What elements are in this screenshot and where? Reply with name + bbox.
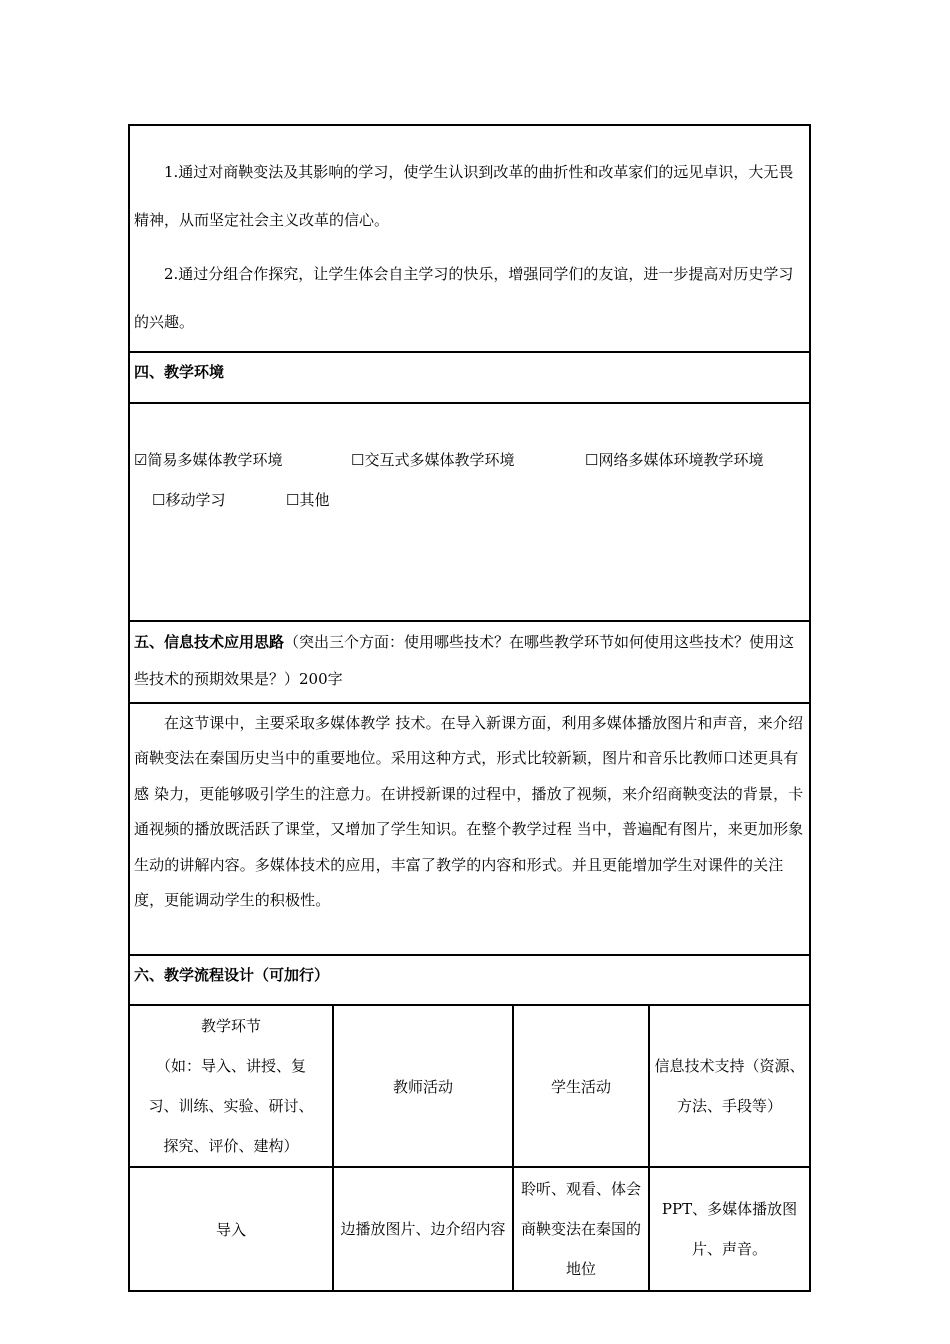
row-student-activity-text: 聆听、观看、体会商鞅变法在秦国的地位 [520, 1180, 641, 1278]
flow-header-row [129, 1005, 810, 1167]
section-4-title: 四、教学环境 [129, 352, 810, 403]
row-teacher-activity-text: 边播放图片、边介绍内容 [340, 1220, 506, 1238]
flow-row [129, 1167, 810, 1291]
option-mobile-learning[interactable]: ☐移动学习 [152, 491, 226, 509]
document-page [128, 124, 809, 1292]
option-interactive-multimedia[interactable]: ☐交互式多媒体教学环境 [351, 451, 515, 469]
section-5-hint: （突出三个方面：使用哪些技术？在哪些教学环节如何使用这些技术？使用这些技术的预期效果是？）200字 [134, 633, 795, 688]
objective-2: 2.通过分组合作探究，让学生体会自主学习的快乐，增强同学们的友谊，进一步提高对历史学习的兴趣。 [134, 265, 794, 331]
section-5-header [129, 621, 810, 703]
header-student: 学生活动 [513, 1005, 649, 1167]
option-other[interactable]: ☐其他 [286, 491, 330, 509]
header-stage [129, 1005, 333, 1167]
section-5-body: 在这节课中，主要采取多媒体教学 技术。在导入新课方面，利用多媒体播放图片和声音，来介绍商鞅变法在秦国历史当中的重要地位。采用这种方式，形式比较新颖，图片和音乐比教师口述更具有感 染力，更能够吸引学生的注意力。在讲授新课的过程中，播放了视频，来介绍商鞅变法的背景，卡通视频的播放既活跃了课堂，又增加了学生知识。在整个教学过程 当中，普遍配有图片，来更加形象生动的讲解内容。多媒体技术的应用，丰富了教学的内容和形式。并且更能增加学生对课件的关注度，更能调动学生的积极性。 [134, 714, 804, 910]
row-it-support-text: PPT、多媒体播放图片、声音。 [661, 1200, 798, 1258]
lesson-plan-table [128, 124, 811, 1292]
row-student-activity [513, 1167, 649, 1291]
option-simple-multimedia[interactable]: ☑简易多媒体教学环境 [134, 451, 283, 469]
header-it-support [649, 1005, 810, 1167]
objective-1: 1.通过对商鞅变法及其影响的学习，使学生认识到改革的曲折性和改革家们的远见卓识，大无畏精神，从而坚定社会主义改革的信心。 [134, 163, 794, 229]
section-5-body-cell [129, 703, 810, 955]
header-it-support-text: 信息技术支持（资源、方法、手段等） [654, 1057, 805, 1115]
header-stage-title: 教学环节 [200, 1017, 261, 1035]
environment-row-2 [134, 480, 805, 520]
header-stage-examples: （如：导入、讲授、复习、训练、实验、研讨、探究、评价、建构） [148, 1057, 314, 1155]
section-5-title: 五、信息技术应用思路 [134, 633, 285, 651]
row-stage: 导入 [129, 1167, 333, 1291]
environment-options [129, 403, 810, 621]
environment-row-1 [134, 440, 805, 480]
row-it-support [649, 1167, 810, 1291]
objectives-cell [129, 125, 810, 352]
row-teacher-activity [333, 1167, 513, 1291]
option-network-multimedia[interactable]: ☐网络多媒体环境教学环境 [585, 451, 764, 469]
header-teacher: 教师活动 [333, 1005, 513, 1167]
section-6-title: 六、教学流程设计（可加行） [129, 955, 810, 1005]
